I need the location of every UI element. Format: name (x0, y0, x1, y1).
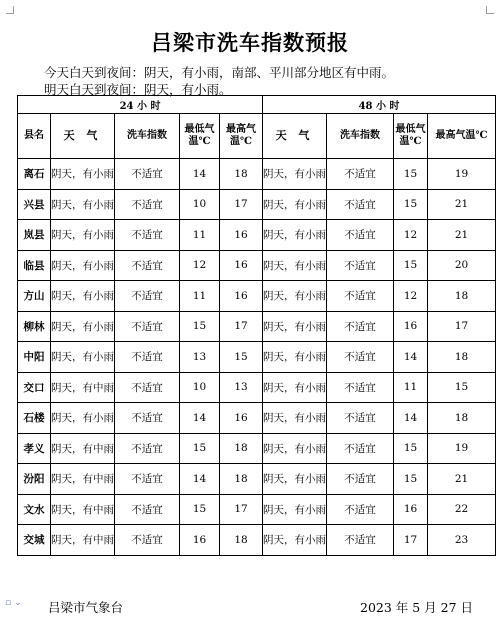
cell-index-48h: 不适宜 (327, 189, 394, 220)
cell-weather-24h: 阴天，有小雨 (51, 220, 115, 251)
cell-tmax-48h: 15 (428, 372, 496, 403)
cell-tmin-48h: 16 (394, 494, 428, 525)
col-header-tmax-48h: 最高气温℃ (428, 114, 496, 159)
cell-tmax-24h: 18 (220, 159, 263, 190)
cell-index-48h: 不适宜 (327, 250, 394, 281)
period-header-row (18, 96, 496, 114)
cell-tmin-48h: 14 (394, 342, 428, 373)
cell-tmax-24h: 18 (220, 464, 263, 495)
col-header-tmin-24h: 最低气温℃ (180, 114, 220, 159)
cell-tmax-48h: 21 (428, 220, 496, 251)
cell-tmax-48h: 20 (428, 250, 496, 281)
cell-tmax-24h: 18 (220, 525, 263, 556)
cell-county: 临县 (18, 250, 51, 281)
cell-weather-48h: 阴天，有小雨 (263, 311, 327, 342)
cell-index-24h: 不适宜 (115, 220, 180, 251)
table-row (18, 159, 496, 190)
page-corner-mark-top-right (486, 6, 494, 14)
col-header-county: 县名 (18, 114, 51, 159)
cell-tmin-24h: 10 (180, 372, 220, 403)
cell-weather-24h: 阴天，有小雨 (51, 311, 115, 342)
cell-weather-24h: 阴天，有中雨 (51, 372, 115, 403)
footer-agency: 吕梁市气象台 (48, 600, 124, 615)
col-header-tmin-48h: 最低气温℃ (394, 114, 428, 159)
cell-tmin-48h: 15 (394, 159, 428, 190)
cell-tmin-48h: 17 (394, 525, 428, 556)
cell-tmin-48h: 14 (394, 403, 428, 434)
cell-weather-24h: 阴天，有小雨 (51, 403, 115, 434)
col-header-weather-24h: 天 气 (51, 114, 115, 159)
cell-index-48h: 不适宜 (327, 342, 394, 373)
cell-index-24h: 不适宜 (115, 494, 180, 525)
period-24h-header: 24 小 时 (18, 96, 263, 114)
cell-weather-24h: 阴天，有小雨 (51, 159, 115, 190)
column-header-row (18, 114, 496, 159)
cell-index-48h: 不适宜 (327, 220, 394, 251)
table-body (18, 159, 496, 556)
table-row (18, 494, 496, 525)
cell-tmin-48h: 12 (394, 281, 428, 312)
cell-weather-24h: 阴天，有小雨 (51, 250, 115, 281)
page-corner-mark-top-left (6, 6, 14, 14)
car-wash-index-table (17, 95, 496, 556)
cell-county: 孝义 (18, 433, 51, 464)
forecast-tomorrow: 明天白天到夜间：阴天，有小雨。 (44, 82, 232, 97)
cell-index-48h: 不适宜 (327, 311, 394, 342)
cell-tmax-24h: 16 (220, 281, 263, 312)
cell-tmax-24h: 13 (220, 372, 263, 403)
cell-tmax-48h: 22 (428, 494, 496, 525)
cell-index-24h: 不适宜 (115, 372, 180, 403)
cell-tmax-24h: 15 (220, 342, 263, 373)
cell-county: 方山 (18, 281, 51, 312)
cell-tmax-24h: 16 (220, 250, 263, 281)
cell-tmax-48h: 19 (428, 433, 496, 464)
cell-tmax-48h: 18 (428, 342, 496, 373)
cell-weather-48h: 阴天，有小雨 (263, 159, 327, 190)
cell-tmin-24h: 16 (180, 525, 220, 556)
footer-date: 2023 年 5 月 27 日 (360, 600, 474, 615)
cell-weather-24h: 阴天，有小雨 (51, 342, 115, 373)
cell-tmax-48h: 18 (428, 403, 496, 434)
cell-tmax-24h: 17 (220, 494, 263, 525)
cell-county: 文水 (18, 494, 51, 525)
cell-index-24h: 不适宜 (115, 311, 180, 342)
table-row (18, 525, 496, 556)
cell-weather-48h: 阴天，有小雨 (263, 220, 327, 251)
cell-tmin-24h: 10 (180, 189, 220, 220)
table-row (18, 464, 496, 495)
cell-county: 交口 (18, 372, 51, 403)
cell-tmin-24h: 11 (180, 281, 220, 312)
cell-county: 交城 (18, 525, 51, 556)
cell-index-48h: 不适宜 (327, 403, 394, 434)
cell-index-48h: 不适宜 (327, 525, 394, 556)
cell-tmin-24h: 11 (180, 220, 220, 251)
cell-tmax-24h: 16 (220, 403, 263, 434)
cell-index-24h: 不适宜 (115, 525, 180, 556)
table-row (18, 342, 496, 373)
cell-weather-48h: 阴天，有小雨 (263, 433, 327, 464)
cell-tmin-24h: 14 (180, 403, 220, 434)
col-header-index-48h: 洗车指数 (327, 114, 394, 159)
cell-tmax-48h: 23 (428, 525, 496, 556)
table-row (18, 311, 496, 342)
cell-index-48h: 不适宜 (327, 464, 394, 495)
cell-index-24h: 不适宜 (115, 159, 180, 190)
cell-weather-48h: 阴天，有小雨 (263, 250, 327, 281)
cell-weather-24h: 阴天，有中雨 (51, 525, 115, 556)
cell-weather-48h: 阴天，有小雨 (263, 403, 327, 434)
cell-weather-48h: 阴天，有小雨 (263, 372, 327, 403)
table-row (18, 189, 496, 220)
cell-county: 汾阳 (18, 464, 51, 495)
cell-index-48h: 不适宜 (327, 159, 394, 190)
cell-tmax-24h: 17 (220, 189, 263, 220)
cell-tmax-48h: 19 (428, 159, 496, 190)
cell-tmin-24h: 12 (180, 250, 220, 281)
doc-nav-icon: ▫ ⌄ (5, 598, 22, 608)
cell-county: 柳林 (18, 311, 51, 342)
cell-tmin-24h: 14 (180, 464, 220, 495)
table-row (18, 403, 496, 434)
cell-tmin-48h: 15 (394, 433, 428, 464)
cell-index-24h: 不适宜 (115, 189, 180, 220)
cell-tmin-48h: 16 (394, 311, 428, 342)
cell-index-24h: 不适宜 (115, 250, 180, 281)
cell-tmin-48h: 11 (394, 372, 428, 403)
cell-index-24h: 不适宜 (115, 403, 180, 434)
cell-weather-48h: 阴天，有小雨 (263, 494, 327, 525)
cell-weather-48h: 阴天，有小雨 (263, 525, 327, 556)
page-title: 吕梁市洗车指数预报 (151, 30, 349, 55)
cell-weather-24h: 阴天，有中雨 (51, 494, 115, 525)
cell-tmin-48h: 15 (394, 189, 428, 220)
cell-county: 中阳 (18, 342, 51, 373)
cell-tmin-24h: 13 (180, 342, 220, 373)
cell-weather-48h: 阴天，有小雨 (263, 189, 327, 220)
cell-tmax-24h: 16 (220, 220, 263, 251)
cell-index-48h: 不适宜 (327, 372, 394, 403)
forecast-today: 今天白天到夜间：阴天，有小雨，南部、平川部分地区有中雨。 (44, 65, 395, 80)
cell-index-48h: 不适宜 (327, 281, 394, 312)
cell-tmax-24h: 17 (220, 311, 263, 342)
cell-county: 兴县 (18, 189, 51, 220)
col-header-tmax-24h: 最高气温℃ (220, 114, 263, 159)
cell-county: 石楼 (18, 403, 51, 434)
cell-weather-24h: 阴天，有中雨 (51, 433, 115, 464)
col-header-weather-48h: 天 气 (263, 114, 327, 159)
cell-tmax-24h: 18 (220, 433, 263, 464)
cell-weather-24h: 阴天，有小雨 (51, 189, 115, 220)
cell-tmax-48h: 21 (428, 189, 496, 220)
cell-weather-48h: 阴天，有小雨 (263, 281, 327, 312)
cell-weather-24h: 阴天，有小雨 (51, 281, 115, 312)
table-row (18, 372, 496, 403)
table-row (18, 281, 496, 312)
cell-county: 岚县 (18, 220, 51, 251)
cell-weather-24h: 阴天，有中雨 (51, 464, 115, 495)
cell-weather-48h: 阴天，有小雨 (263, 464, 327, 495)
cell-tmax-48h: 17 (428, 311, 496, 342)
table-row (18, 250, 496, 281)
cell-index-48h: 不适宜 (327, 433, 394, 464)
cell-tmin-48h: 15 (394, 250, 428, 281)
cell-weather-48h: 阴天，有小雨 (263, 342, 327, 373)
cell-tmin-48h: 12 (394, 220, 428, 251)
cell-tmin-24h: 14 (180, 159, 220, 190)
cell-tmax-48h: 18 (428, 281, 496, 312)
col-header-index-24h: 洗车指数 (115, 114, 180, 159)
cell-tmin-24h: 15 (180, 433, 220, 464)
cell-index-24h: 不适宜 (115, 433, 180, 464)
cell-index-24h: 不适宜 (115, 464, 180, 495)
cell-index-24h: 不适宜 (115, 342, 180, 373)
cell-tmin-24h: 15 (180, 311, 220, 342)
cell-county: 离石 (18, 159, 51, 190)
cell-tmax-48h: 21 (428, 464, 496, 495)
table-row (18, 220, 496, 251)
cell-index-48h: 不适宜 (327, 494, 394, 525)
cell-tmin-24h: 15 (180, 494, 220, 525)
cell-index-24h: 不适宜 (115, 281, 180, 312)
period-48h-header: 48 小 时 (263, 96, 496, 114)
cell-tmin-48h: 15 (394, 464, 428, 495)
table-row (18, 433, 496, 464)
